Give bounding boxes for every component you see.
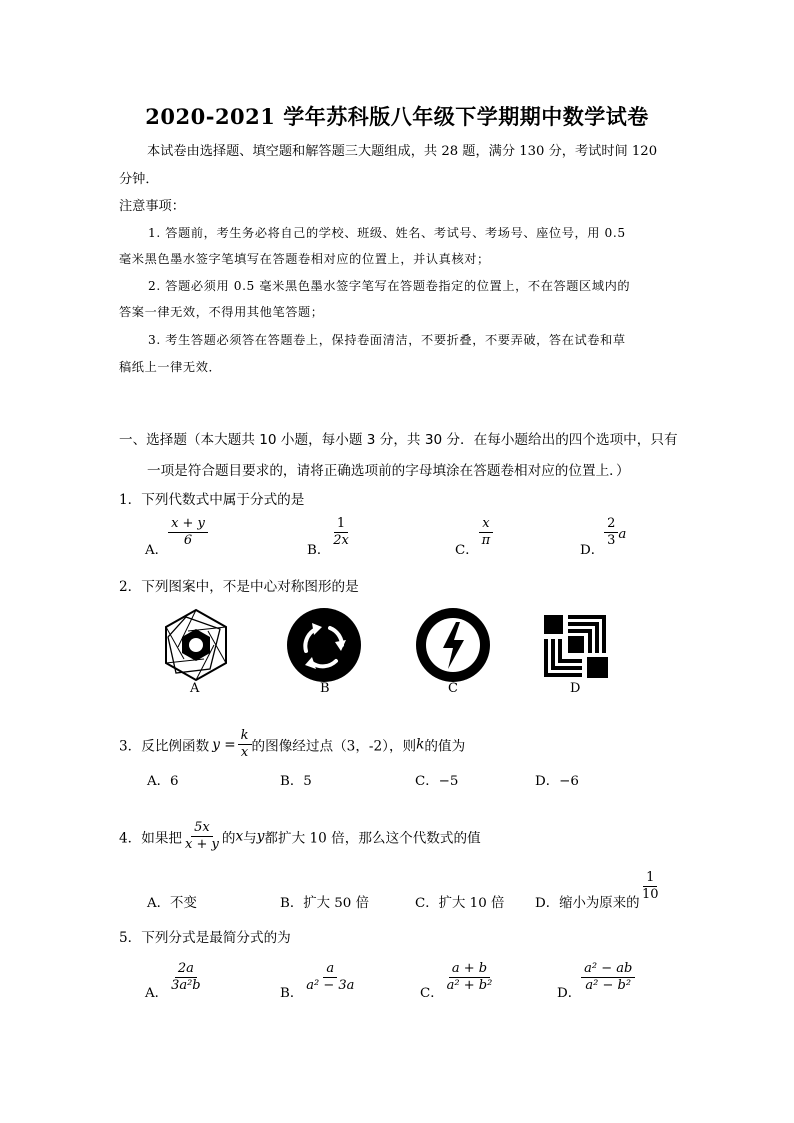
- q1-option-c: C． $\frac{x}{\pi}$: [455, 516, 493, 558]
- q4-stem: 4．如果把 $\frac{5x}{x + y}$ 的x与y都扩大 10 倍，那么这个代数式的值: [119, 820, 481, 852]
- q1-option-d: D． $\frac{2}{3}$ a: [580, 516, 627, 558]
- intro-line-2: 分钟．: [119, 172, 159, 187]
- q2-stem: 2．下列图案中，不是中心对称图形的是: [119, 579, 359, 595]
- intro-line-1: 本试卷由选择题、填空题和解答题三大题组成，共 28 题，满分 130 分，考试时间 120: [147, 144, 658, 159]
- q4-option-c: C．扩大 10 倍: [415, 896, 505, 911]
- figure-d-squares: [542, 613, 610, 681]
- figure-b-recycle: [286, 607, 362, 683]
- figure-a-label: A: [190, 681, 200, 696]
- figure-c-lightning: [415, 607, 491, 683]
- q3-option-b: B．5: [280, 774, 312, 789]
- note-1-line-1: 1. 答题前，考生务必将自己的学校、班级、姓名、考试号、考场号、座位号，用 0.5: [148, 226, 626, 240]
- q1-c-fraction: $\frac{x}{\pi}$: [479, 516, 494, 549]
- q5-a-fraction: $\frac{2a}{\text{3a²b}}$: [171, 961, 201, 993]
- q1-stem: 1．下列代数式中属于分式的是: [119, 492, 305, 508]
- q3-option-a: A．6: [147, 774, 179, 789]
- q1-d-fraction: $\frac{2}{3}$: [604, 516, 618, 549]
- q4-option-d-fraction: $\frac{1}{10}$: [642, 870, 659, 902]
- figure-c-label: C: [448, 681, 458, 696]
- figure-d-label: D: [570, 681, 581, 696]
- q3-option-d: D．−6: [535, 774, 579, 789]
- q4-option-d: D．缩小为原来的: [535, 896, 640, 911]
- section-1-heading-line-1: 一、选择题（本大题共 10 小题，每小题 3 分，共 30 分．在每小题给出的四个选项中，只有: [119, 432, 678, 448]
- q1-a-fraction: $\frac{x + y}{6}$: [168, 516, 208, 549]
- q1-b-fraction: $\frac{1}{2x}$: [333, 516, 349, 548]
- note-2-line-2: 答案一律无效，不得用其他笔答题；: [119, 305, 324, 319]
- q5-d-fraction: $\frac{\text{a² − ab}}{\text{a² − b²}}$: [581, 961, 635, 994]
- figure-b-label: B: [320, 681, 330, 696]
- page-title: 2020-2021 学年苏科版八年级下学期期中数学试卷: [145, 104, 649, 129]
- q1-option-b: B． $\frac{1}{2x}$: [307, 516, 352, 558]
- q5-b-fraction: $\frac{a}{\text{a² − 3a}}$: [306, 961, 355, 993]
- q3-fraction: $\frac{k}{x}$: [238, 728, 252, 761]
- q5-c-fraction: $\frac{a + b}{\text{a² + b²}}$: [446, 961, 493, 993]
- section-1-heading-line-2: 一项是符合题目要求的，请将正确选项前的字母填涂在答题卷相对应的位置上．）: [147, 463, 630, 479]
- q5-option-d: D． $\frac{\text{a² − ab}}{\text{a² − b²}}$: [557, 961, 635, 1001]
- note-3-line-1: 3. 考生答题必须答在答题卷上，保持卷面清洁，不要折叠，不要弄破，答在试卷和草: [148, 333, 626, 347]
- q1-option-a: A． $\frac{x + y}{6}$: [145, 516, 208, 558]
- note-3-line-2: 稿纸上一律无效．: [119, 360, 222, 374]
- q3-option-c: C．−5: [415, 774, 459, 789]
- q4-option-a: A．不变: [147, 896, 197, 911]
- figure-a-hexagon: [158, 607, 234, 683]
- q5-stem: 5．下列分式是最简分式的为: [119, 930, 291, 946]
- q5-option-c: C． $\frac{a + b}{\text{a² + b²}}$: [420, 961, 495, 1001]
- note-1-line-2: 毫米黑色墨水签字笔填写在答题卷相对应的位置上，并认真核对；: [119, 252, 490, 266]
- q5-option-b: B． $\frac{a}{\text{a² − 3a}}$: [280, 961, 357, 1001]
- notes-heading: 注意事项：: [119, 199, 185, 214]
- q4-fraction: $\frac{5x}{x + y}$: [185, 820, 219, 852]
- q4-option-b: B．扩大 50 倍: [280, 896, 369, 911]
- q5-option-a: A． $\frac{2a}{\text{3a²b}}$: [145, 961, 204, 1001]
- q3-stem: 3．反比例函数 y = $\frac{k}{x}$ 的图像经过点（3，-2），则k的值为: [119, 728, 466, 760]
- note-2-line-1: 2. 答题必须用 0.5 毫米黑色墨水签字笔写在答题卷指定的位置上，不在答题区域内的: [148, 279, 631, 293]
